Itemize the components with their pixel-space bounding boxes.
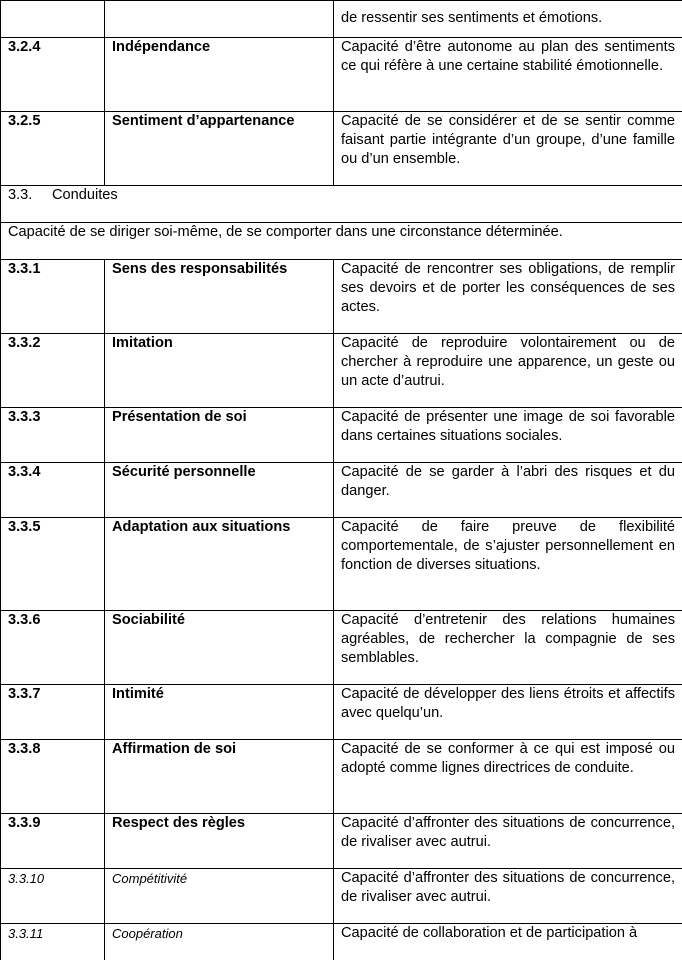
table-row (1, 1, 682, 38)
row-name (105, 1, 334, 38)
row-description: Capacité d’affronter des situations de concurrence, de rivaliser avec autrui. (334, 814, 682, 869)
row-description: Capacité de présenter une image de soi favorable dans certaines situations sociales. (334, 408, 682, 463)
row-code: 3.3.2 (1, 334, 105, 408)
row-description: Capacité d’être autonome au plan des sentiments ce qui réfère à une certaine stabilité émotionnelle. (334, 38, 682, 112)
table-row (1, 685, 682, 740)
row-description: Capacité de se considérer et de se sentir comme faisant partie intégrante d’un groupe, d’une famille ou d’un ensemble. (334, 112, 682, 186)
row-code (1, 1, 105, 38)
table-row (1, 260, 682, 334)
row-code: 3.3.1 (1, 260, 105, 334)
row-description: Capacité de faire preuve de flexibilité comportementale, de s’ajuster personnellement en fonction de diverses situations. (334, 518, 682, 611)
row-name: Compétitivité (105, 869, 334, 924)
row-description: Capacité de se conformer à ce qui est imposé ou adopté comme lignes directrices de conduite. (334, 740, 682, 814)
table-row (1, 740, 682, 814)
row-name: Sens des responsabilités (105, 260, 334, 334)
table-row (1, 814, 682, 869)
row-description: Capacité de se garder à l’abri des risques et du danger. (334, 463, 682, 518)
table-row (1, 924, 682, 960)
row-name: Respect des règles (105, 814, 334, 869)
table-row (1, 869, 682, 924)
row-description: Capacité de développer des liens étroits et affectifs avec quelqu’un. (334, 685, 682, 740)
row-name: Coopération (105, 924, 334, 960)
row-code: 3.3.4 (1, 463, 105, 518)
section-intro-row (1, 223, 682, 260)
row-description: Capacité d’entretenir des relations humaines agréables, de rechercher la compagnie de ses semblables. (334, 611, 682, 685)
row-name: Affirmation de soi (105, 740, 334, 814)
table-row (1, 408, 682, 463)
table-row (1, 334, 682, 408)
row-code: 3.2.4 (1, 38, 105, 112)
row-name: Intimité (105, 685, 334, 740)
row-code: 3.3.9 (1, 814, 105, 869)
row-code: 3.3.8 (1, 740, 105, 814)
row-name: Adaptation aux situations (105, 518, 334, 611)
section-intro: Capacité de se diriger soi-même, de se comporter dans une circonstance déterminée. (1, 223, 682, 260)
row-code: 3.3.6 (1, 611, 105, 685)
row-code: 3.2.5 (1, 112, 105, 186)
row-name: Sociabilité (105, 611, 334, 685)
table-row (1, 518, 682, 611)
row-description: Capacité d’affronter des situations de concurrence, de rivaliser avec autrui. (334, 869, 682, 924)
row-code: 3.3.3 (1, 408, 105, 463)
table-row (1, 463, 682, 518)
row-name: Présentation de soi (105, 408, 334, 463)
row-code: 3.3.7 (1, 685, 105, 740)
row-description: Capacité de collaboration et de participation à (334, 924, 682, 960)
row-name: Sécurité personnelle (105, 463, 334, 518)
row-code: 3.3.5 (1, 518, 105, 611)
row-description: de ressentir ses sentiments et émotions. (334, 1, 682, 38)
row-name: Imitation (105, 334, 334, 408)
table-row (1, 611, 682, 685)
section-heading (1, 186, 682, 223)
section-title: Conduites (52, 187, 118, 203)
section-number: 3.3. (8, 186, 52, 205)
row-description: Capacité de reproduire volontairement ou de chercher à reproduire une apparence, un geste ou un acte d’autrui. (334, 334, 682, 408)
row-description: Capacité de rencontrer ses obligations, de remplir ses devoirs et de porter les conséquences de ses actes. (334, 260, 682, 334)
row-code: 3.3.11 (1, 924, 105, 960)
table-row (1, 38, 682, 112)
table-row (1, 112, 682, 186)
section-heading-row (1, 186, 682, 223)
row-name: Indépendance (105, 38, 334, 112)
row-name: Sentiment d’appartenance (105, 112, 334, 186)
row-code: 3.3.10 (1, 869, 105, 924)
